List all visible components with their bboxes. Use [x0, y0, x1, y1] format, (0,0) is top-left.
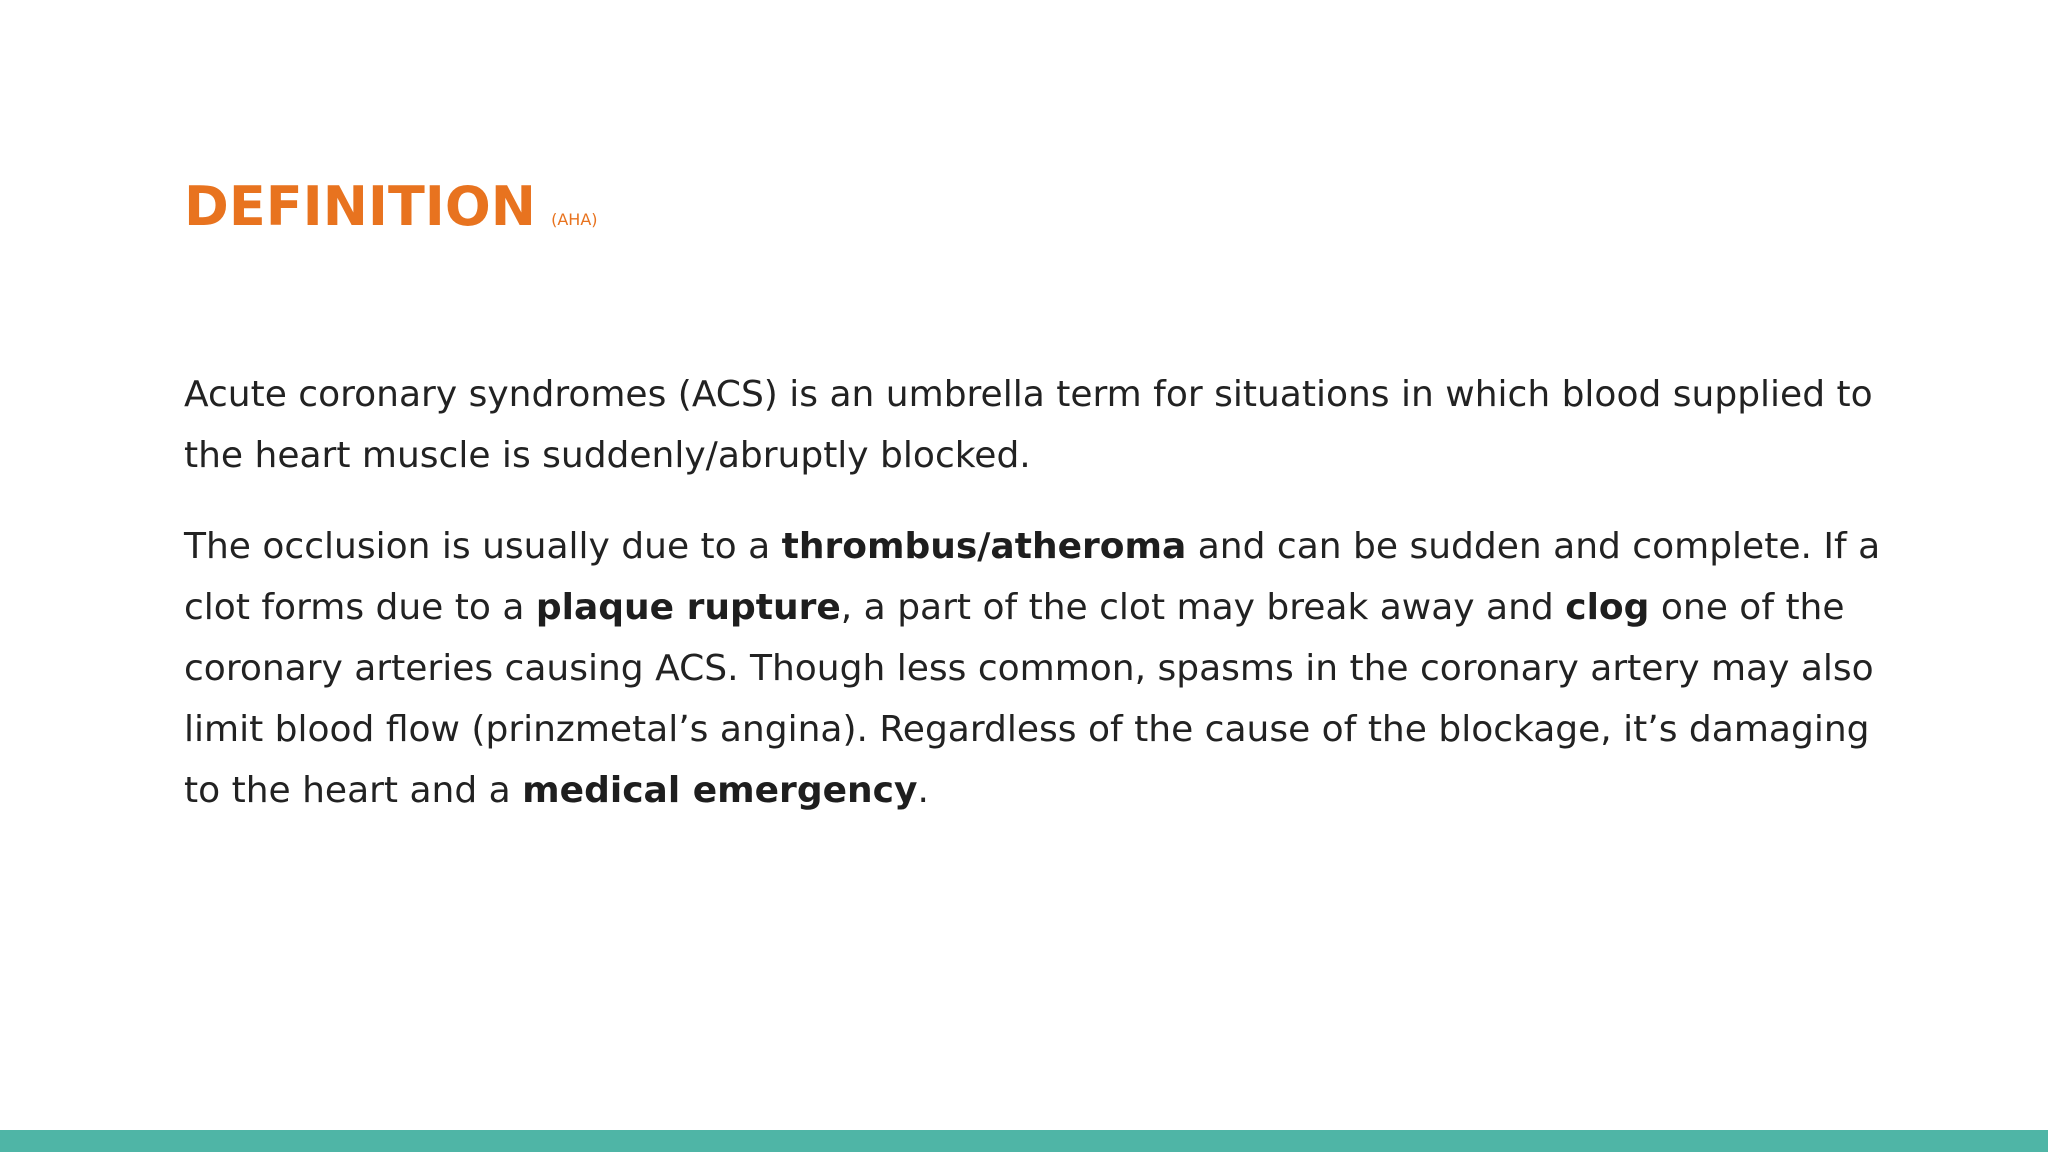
- slide-title: DEFINITION: [184, 175, 537, 238]
- paragraph-acs-definition: Acute coronary syndromes (ACS) is an umbrella term for situations in which blood supplied to the heart muscle is suddenly/abruptly blocked.: [184, 374, 1873, 476]
- paragraph-occlusion: [184, 516, 1884, 821]
- text-segment: and can be sudden and complete. If a clot forms due to a: [184, 526, 1881, 628]
- title-row: [184, 172, 598, 242]
- slide-body: [184, 364, 1884, 821]
- title-source: (AHA): [551, 210, 598, 229]
- text-segment: , a part of the clot may break away and: [840, 587, 1566, 628]
- footer-accent-bar: [0, 1130, 2048, 1152]
- bold-plaque-rupture: plaque rupture: [535, 587, 841, 628]
- text-segment: one of the coronary arteries causing ACS. Though less common, spasms in the coronary artery may also limit blood flow (prinzmetal’s angina). Regardless of the cause of the blockage, it’s damaging to the heart and a: [184, 587, 1874, 811]
- bold-medical-emergency: medical emergency: [522, 770, 918, 811]
- text-segment: The occlusion is usually due to a: [184, 526, 782, 567]
- text-segment: .: [917, 770, 929, 811]
- bold-thrombus-atheroma: thrombus/atheroma: [781, 526, 1187, 567]
- bold-clog: clog: [1565, 587, 1650, 628]
